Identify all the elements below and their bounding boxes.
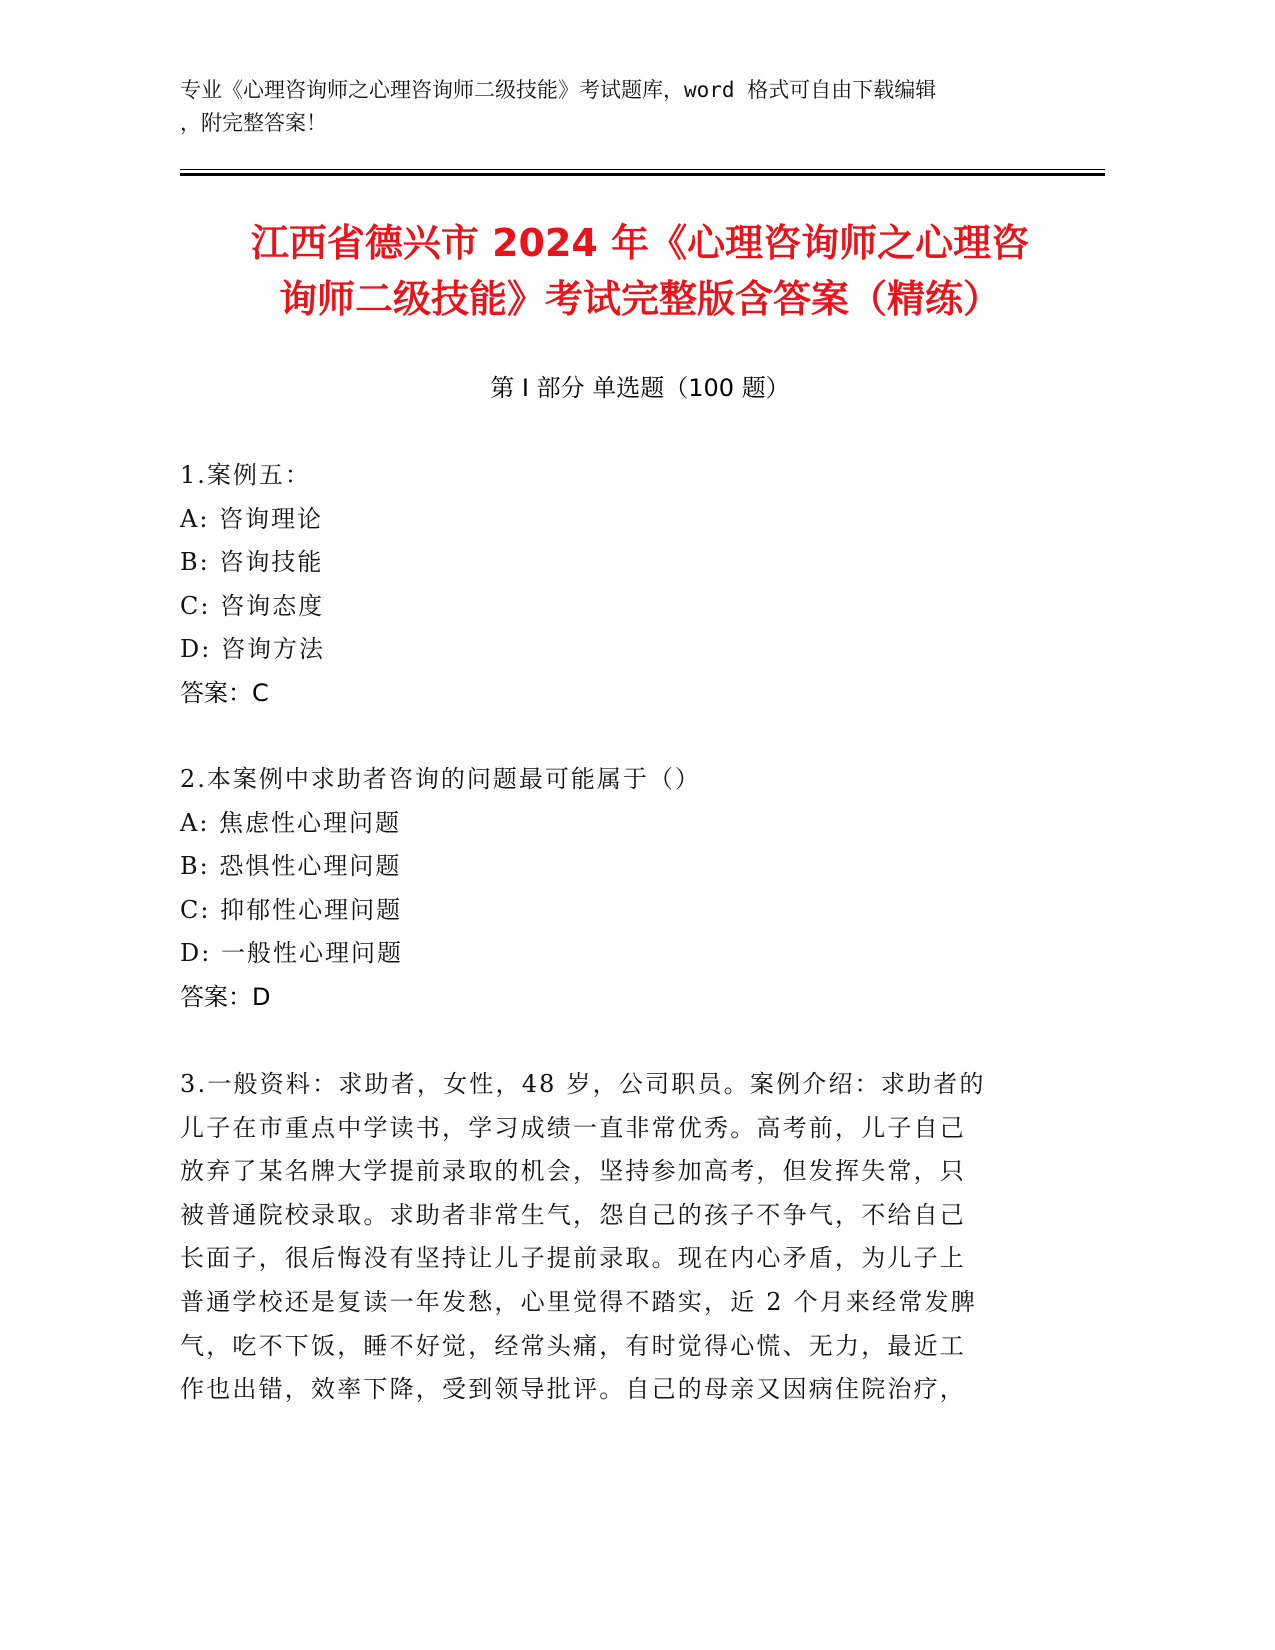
document-title [180, 215, 1100, 327]
question-text-line: 3.一般资料：求助者，女性，48 岁，公司职员。案例介绍：求助者的 [180, 1070, 986, 1098]
question-stem: 2.本案例中求助者咨询的问题最可能属于（） [180, 765, 701, 793]
question-text-line: 作也出错，效率下降，受到领导批评。自己的母亲又因病住院治疗， [180, 1375, 966, 1404]
header-note [180, 74, 1040, 140]
option-c: C: 抑郁性心理问题 [180, 895, 403, 924]
header-note-line-2: ，附完整答案！ [180, 111, 327, 135]
question-1 [180, 454, 1060, 715]
option-b: B: 咨询技能 [180, 548, 324, 576]
header-divider-thin [180, 169, 1105, 170]
option-d: D: 一般性心理问题 [180, 939, 403, 967]
question-text-line: 普通学校还是复读一年发愁，心里觉得不踏实，近 2 个月来经常发脾 [180, 1287, 977, 1316]
question-2 [180, 758, 1060, 1019]
option-c: C: 咨询态度 [180, 591, 325, 620]
option-d: D: 咨询方法 [180, 635, 325, 663]
question-text-line: 放弃了某名牌大学提前录取的机会，坚持参加高考，但发挥失常，只 [180, 1157, 966, 1186]
option-a: A: 咨询理论 [180, 504, 324, 533]
header-note-line-1: 专业《心理咨询师之心理咨询师二级技能》考试题库，word 格式可自由下载编辑 [180, 78, 937, 102]
question-3 [180, 1063, 1060, 1412]
option-b: B: 恐惧性心理问题 [180, 852, 402, 880]
question-stem: 1.案例五： [180, 461, 311, 489]
header-divider-thick [180, 173, 1105, 176]
question-text-line: 长面子，很后悔没有坚持让儿子提前录取。现在内心矛盾，为儿子上 [180, 1244, 966, 1273]
answer-label: 答案：D [180, 982, 271, 1011]
option-a: A: 焦虑性心理问题 [180, 808, 402, 837]
section-title: 第 I 部分 单选题（100 题） [490, 374, 790, 402]
question-text-line: 被普通院校录取。求助者非常生气，怨自己的孩子不争气，不给自己 [180, 1200, 966, 1229]
question-text-line: 气，吃不下饭，睡不好觉，经常头痛，有时觉得心慌、无力，最近工 [180, 1331, 966, 1360]
question-text-line: 儿子在市重点中学读书，学习成绩一直非常优秀。高考前，儿子自己 [180, 1113, 966, 1142]
document-title-line-1: 江西省德兴市 2024 年《心理咨询师之心理咨 [250, 221, 1030, 265]
document-title-line-2: 询师二级技能》考试完整版含答案（精练） [278, 277, 1001, 321]
answer-label: 答案：C [180, 678, 269, 707]
